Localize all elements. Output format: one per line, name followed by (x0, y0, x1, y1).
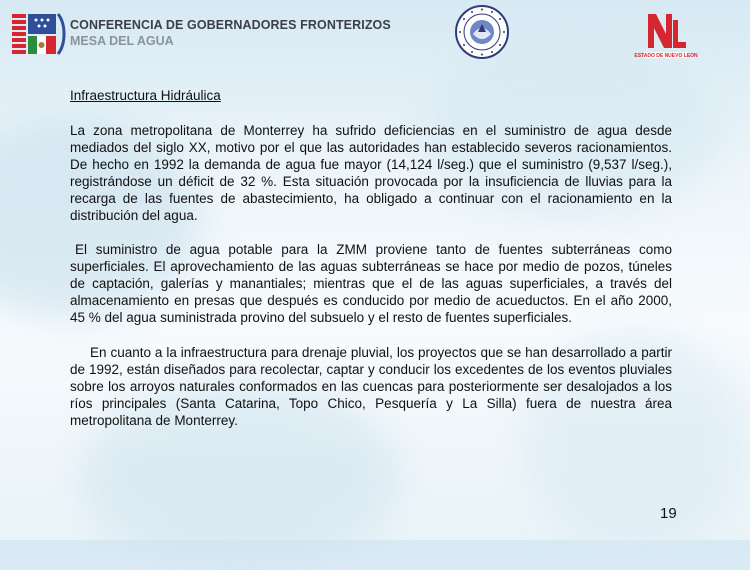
slide-header (0, 0, 720, 80)
section-heading: Infraestructura Hidráulica (70, 88, 221, 103)
nuevo-leon-logo-icon (634, 10, 698, 60)
organization-subtitle: MESA DEL AGUA (70, 34, 174, 48)
paragraph: En cuanto a la infraestructura para drenaje pluvial, los proyectos que se han desarrollado a partir de 1992, están diseñados para recolectar, captar y conducir los excedentes de los eventos pluviales sobre los arroyos naturales conformados en las cuencas para posteriormente ser desalojados a los ríos principales (Santa Catarina, Topo Chico, Pesquería y La Silla) fuera de nuestra área metropolitana de Monterrey. (70, 344, 672, 428)
water-services-seal-icon (454, 4, 510, 60)
conference-logo-icon (8, 8, 64, 60)
organization-title: CONFERENCIA DE GOBERNADORES FRONTERIZOS (70, 18, 391, 32)
document-body (70, 88, 672, 430)
page-number: 19 (660, 505, 677, 522)
organization-block (70, 18, 391, 48)
nuevo-leon-caption: ESTADO DE NUEVO LEON (634, 53, 698, 59)
nuevo-leon-logo-letters: NL (642, 10, 644, 11)
paragraph: El suministro de agua potable para la ZMM proviene tanto de fuentes subterráneas como superficiales. El aprovechamiento de las aguas subterráneas se hace por medio de pozos, túneles de captación, galerías y manantiales; mientras que el de las aguas superficiales, a través del almacenamiento en presas que después es conducido por medio de acueductos. En el año 2000, 45 % del agua suministrada provino del subsuelo y el resto de fuentes superficiales. (70, 242, 672, 326)
paragraph: La zona metropolitana de Monterrey ha sufrido deficiencias en el suministro de agua desde mediados del siglo XX, motivo por el que las autoridades han establecido severos racionamientos. De hecho en 1992 la demanda de agua fue mayor (14,124 l/seg.) que el suministro (9,537 l/seg.), registrándose un déficit de 32 %. Esta situación provocada por la insuficiencia de lluvias para la recarga de las fuentes de abastecimiento, ha obligado a continuar con el racionamiento en la distribución del agua. (70, 123, 672, 223)
